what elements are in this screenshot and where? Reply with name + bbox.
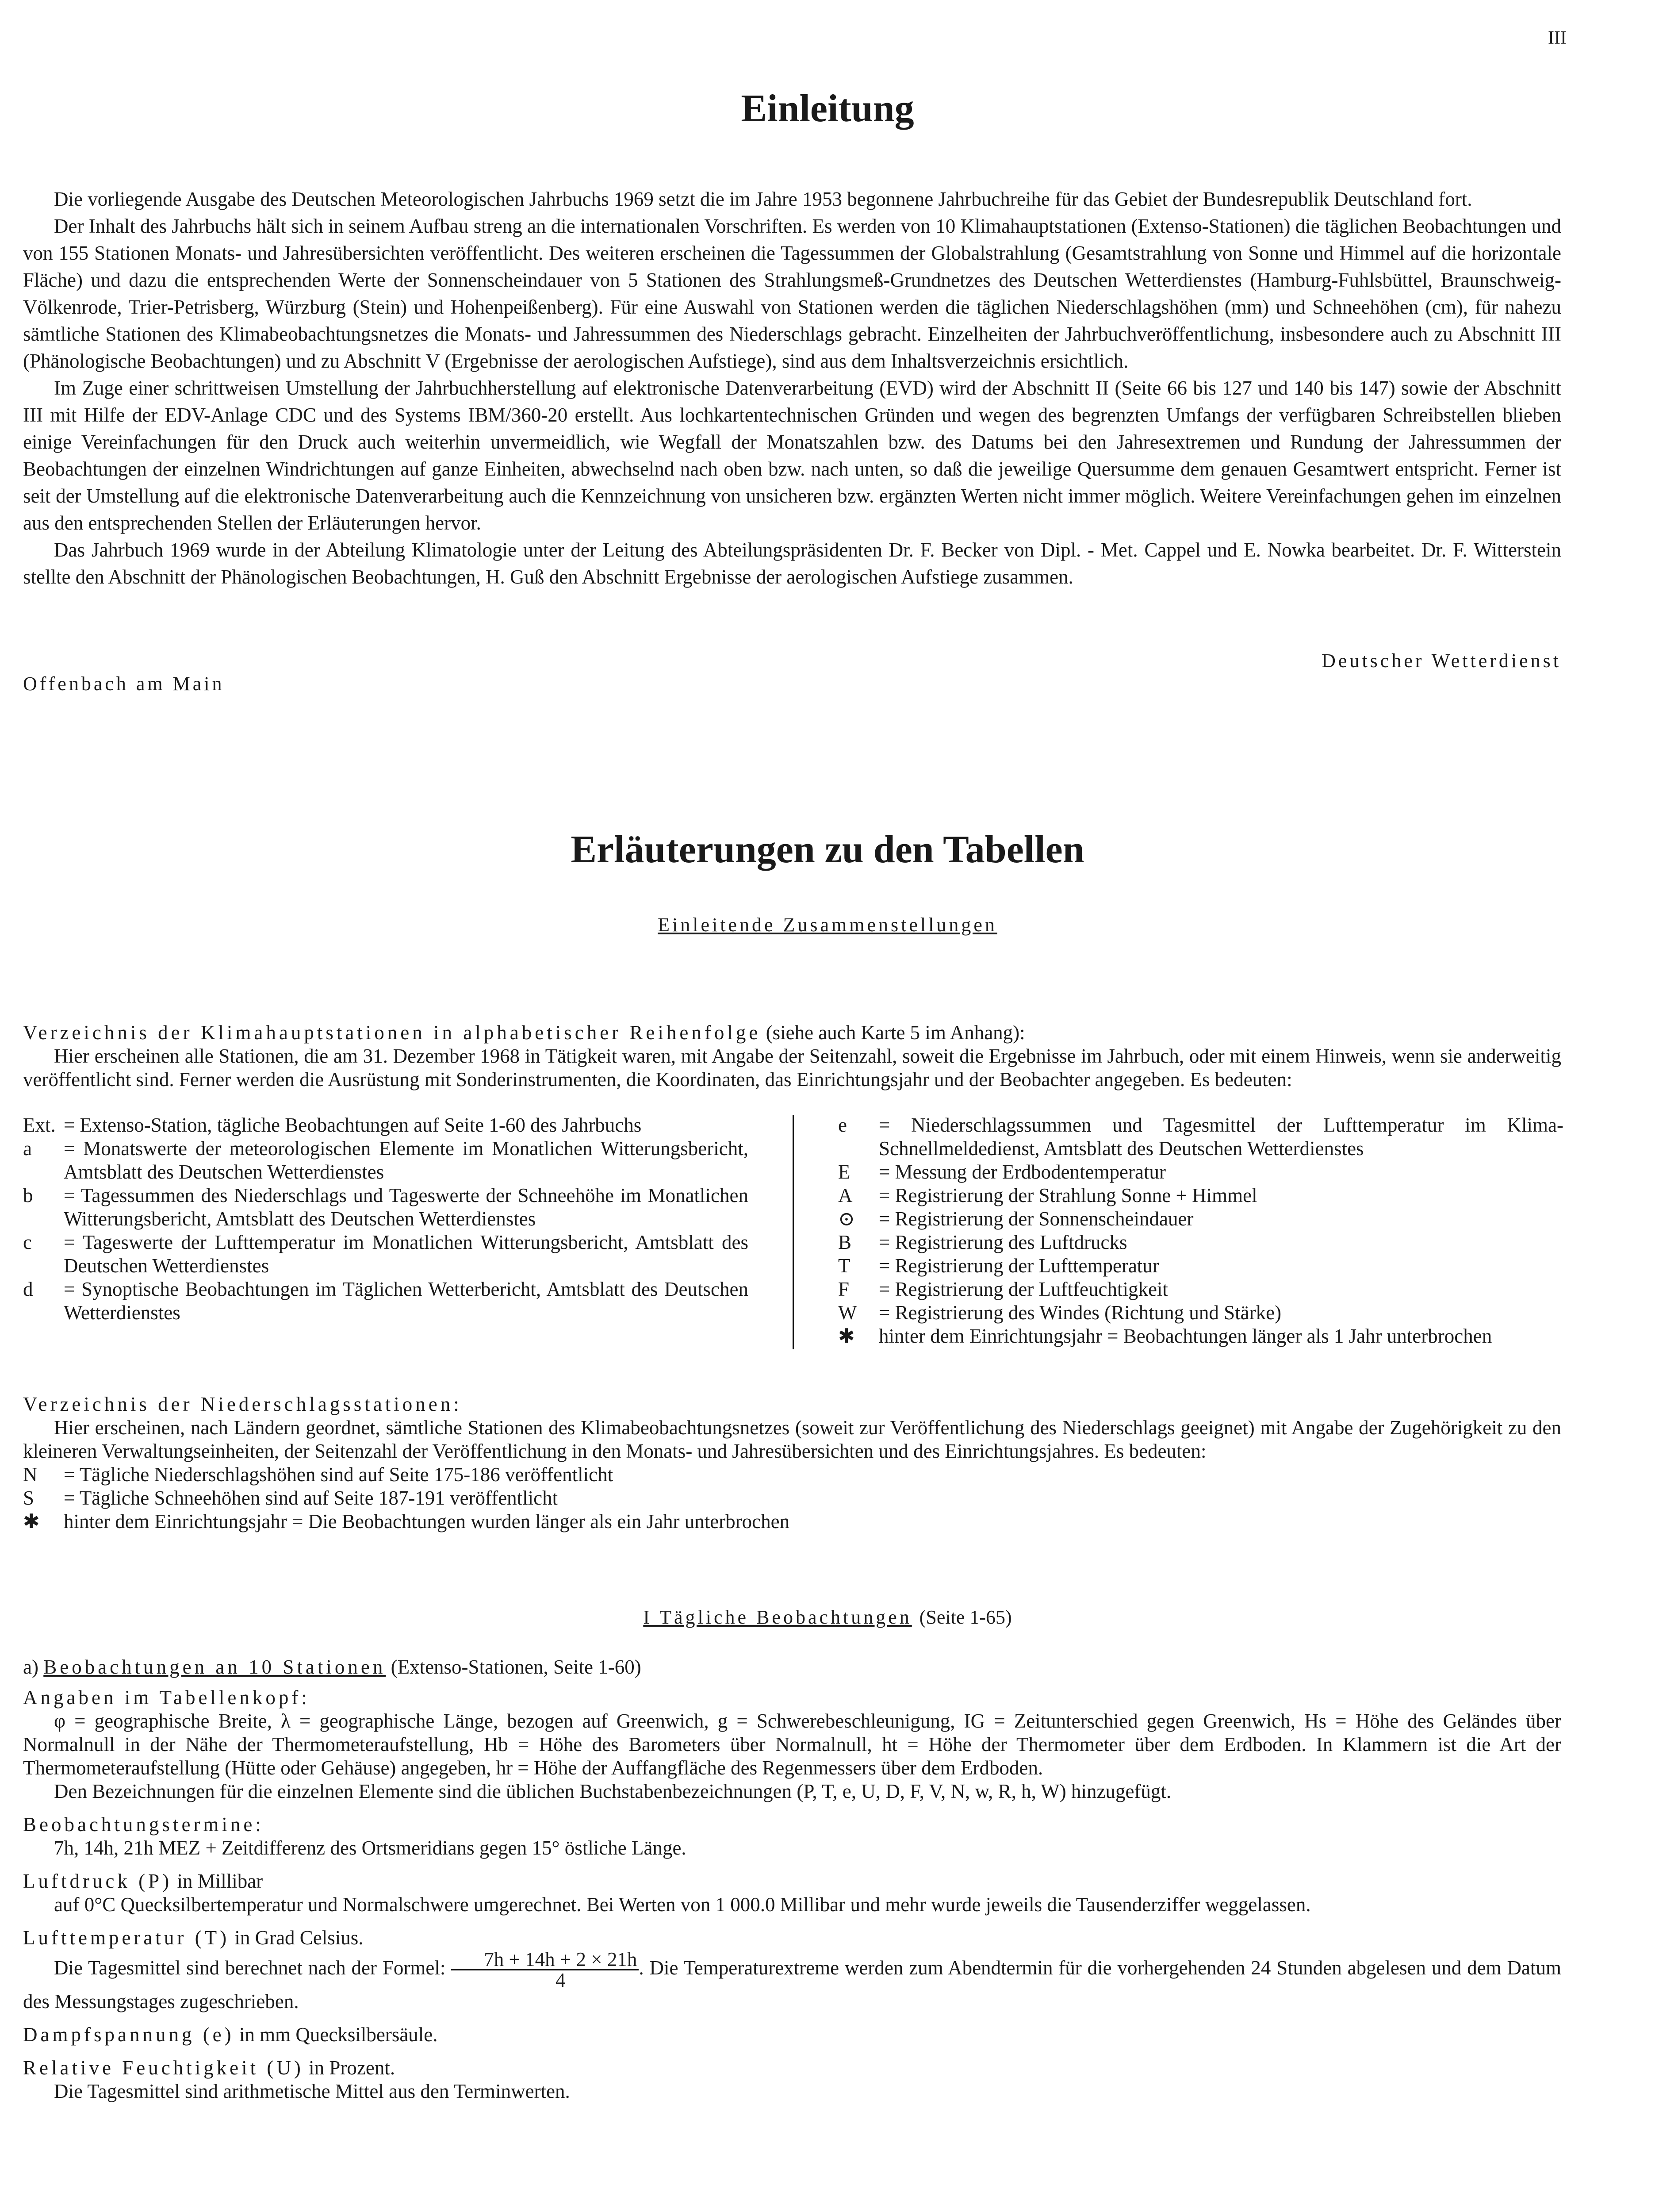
definition-key: Ext. [23, 1114, 56, 1136]
sub-a-label: a) [23, 1656, 38, 1678]
definition-value: = Tagessummen des Niederschlags und Tageswerte der Schneehöhe im Monatlichen Witterungsbericht, Amtsblatt des Deutschen Wetterdienstes [64, 1184, 748, 1230]
definition-key: a [23, 1137, 32, 1160]
intro-paragraph: Im Zuge einer schrittweisen Umstellung der Jahrbuchherstellung auf elektronische Datenverarbeitung (EVD) wird der Abschnitt II (Seite 66 bis 127 und 140 bis 147) sowie der Abschnitt III mit Hilfe der EDV-Anlage CDC und des Systems IBM/360-20 erstellt. Aus lochkartentechnischen Gründen und wegen des begrenzten Umfangs der verfügbaren Schreibstellen blieben einige Vereinfachungen für den Druck auch weiterhin unvermeidlich, wie Wegfall der Monatszahlen bzw. des Datums bei den Jahresextremen und Rundung der Jahressummen der Beobachtungen der einzelnen Windrichtungen auf ganze Einheiten, abwechselnd nach oben bzw. nach unten, so daß die jeweilige Quersumme dem genauen Gesamtwert entspricht. Ferner ist seit der Umstellung auf die elektronische Datenverarbeitung auch die Kennzeichnung von unsicheren bzw. ergänzten Werten nicht immer möglich. Weitere Vereinfachungen gehen im einzelnen aus den entsprechenden Stellen der Erläuterungen hervor. [23, 377, 1561, 534]
definition-key: S [23, 1487, 34, 1509]
definition-item [23, 1137, 748, 1184]
definition-key: B [838, 1231, 852, 1253]
intro-paragraph: Der Inhalt des Jahrbuchs hält sich in seinem Aufbau streng an die internationalen Vorschriften. Es werden von 10 Klimahauptstationen (Extenso-Stationen) die täglichen Beobachtungen und von 155 Stationen Monats- und Jahresübersichten veröffentlicht. Des weiteren erscheinen die Tagessummen der Globalstrahlung (Gesamtstrahlung von Sonne und Himmel auf die horizontale Fläche) und dazu die entsprechenden Werte der Sonnenscheindauer von 5 Stationen des Strahlungsmeß-Grundnetzes des Deutschen Wetterdienstes (Hamburg-Fuhlsbüttel, Braunschweig-Völkenrode, Trier-Petrisberg, Würzburg (Stein) und Hohenpeißenberg). Für eine Auswahl von Stationen werden die täglichen Niederschlagshöhen (mm) und Schneehöhen (cm), für nahezu sämtliche Stationen des Klimabeobachtungsnetzes die Monats- und Jahressummen des Niederschlags gebracht. Einzelheiten der Jahrbuchveröffentlichung, insbesondere auch zu Abschnitt III (Phänologische Beobachtungen) und zu Abschnitt V (Ergebnisse der aerologischen Aufstiege), sind aus dem Inhaltsverzeichnis ersichtlich. [23, 215, 1561, 372]
formula-numerator: 7h + 14h + 2 × 21h [451, 1950, 639, 1970]
section-title: Erläuterungen zu den Tabellen [571, 828, 1084, 871]
intro-paragraph: Das Jahrbuch 1969 wurde in der Abteilung Klimatologie unter der Leitung des Abteilungspräsidenten Dr. F. Becker von Dipl. - Met. Cappel und E. Nowka bearbeitet. Dr. F. Witterstein stellte den Abschnitt der Phänologischen Beobachtungen, H. Guß den Abschnitt Ergebnisse der aerologischen Aufstiege zusammen. [23, 539, 1561, 588]
column-divider [793, 1115, 794, 1349]
angaben-heading: Angaben im Tabellenkopf: [23, 1686, 310, 1709]
definition-value: = Synoptische Beobachtungen im Täglichen Wetterbericht, Amtsblatt des Deutschen Wetterdienstes [64, 1278, 748, 1324]
page-number: III [1548, 28, 1567, 48]
klima-heading-line [23, 1021, 1561, 1045]
lufttemp-text-after: . Die Temperaturextreme werden zum Abendtermin für die vorhergehenden 24 Stunden abgelesen und dem Datum des Messungstages zugeschrieben. [23, 1956, 1562, 2012]
dampf-unit: in mm Quecksilbersäule. [239, 2024, 438, 2046]
definition-key: E [838, 1161, 850, 1183]
lufttemp-line [23, 1926, 1561, 1950]
definition-item [23, 1278, 748, 1325]
termine-heading: Beobachtungstermine: [23, 1813, 264, 1836]
section-subtitle [0, 914, 1655, 936]
luftdruck-text: auf 0°C Quecksilbertemperatur und Normalschwere umgerechnet. Bei Werten von 1 000.0 Millibar und mehr wurde jeweils die Tausenderziffer weggelassen. [54, 1893, 1311, 1916]
definition-value: = Registrierung des Luftdrucks [879, 1231, 1127, 1253]
klima-text: Hier erscheinen alle Stationen, die am 31. Dezember 1968 in Tätigkeit waren, mit Angabe der Seitenzahl, soweit die Ergebnisse im Jahrbuch, oder mit einem Hinweis, wenn sie anderweitig veröffentlicht sind. Ferner werden die Ausrüstung mit Sonderinstrumenten, die Koordinaten, das Einrichtungsjahr und der Beobachter angegeben. Es bedeuten: [23, 1045, 1561, 1091]
nieder-section [23, 1393, 1561, 1533]
klima-definitions-right [838, 1114, 1563, 1348]
lufttemp-text [23, 1950, 1561, 2013]
definition-item [23, 1486, 1561, 1510]
feuchte-line [23, 2056, 1561, 2080]
definition-value: hinter dem Einrichtungsjahr = Beobachtungen länger als 1 Jahr unterbrochen [879, 1325, 1492, 1347]
definition-item [838, 1184, 1563, 1207]
luftdruck-line [23, 1870, 1561, 1893]
definition-item [23, 1231, 748, 1278]
section-1-title: I Tägliche Beobachtungen [643, 1606, 912, 1628]
intro-paragraph: Die vorliegende Ausgabe des Deutschen Meteorologischen Jahrbuchs 1969 setzt die im Jahre 1953 begonnene Jahrbuchreihe für das Gebiet der Bundesrepublik Deutschland fort. [54, 188, 1472, 210]
definition-value: hinter dem Einrichtungsjahr = Die Beobachtungen wurden länger als ein Jahr unterbrochen [64, 1510, 790, 1532]
definition-value: = Registrierung der Strahlung Sonne + Himmel [879, 1184, 1257, 1206]
definition-value: = Niederschlagssummen und Tagesmittel der Lufttemperatur im Klima-Schnellmeldedienst, Amtsblatt des Deutschen Wetterdienstes [879, 1114, 1563, 1160]
definition-item [23, 1463, 1561, 1486]
lufttemp-text-before: Die Tagesmittel sind berechnet nach der Formel: [54, 1956, 446, 1979]
definition-key: e [838, 1114, 847, 1136]
intro-section [23, 186, 1561, 591]
klima-heading-note: (siehe auch Karte 5 im Anhang): [766, 1022, 1025, 1044]
feuchte-unit: in Prozent. [309, 2057, 395, 2079]
definition-item [838, 1278, 1563, 1301]
definition-value: = Registrierung der Sonnenscheindauer [879, 1208, 1194, 1230]
definition-key: A [838, 1184, 853, 1206]
definition-value: = Tageswerte der Lufttemperatur im Monatlichen Witterungsbericht, Amtsblatt des Deutschen Wetterdienstes [64, 1231, 748, 1277]
luftdruck-heading: Luftdruck (P) [23, 1870, 172, 1892]
definition-value: = Registrierung des Windes (Richtung und Stärke) [879, 1302, 1282, 1324]
definition-key: F [838, 1278, 850, 1300]
definition-item [838, 1231, 1563, 1254]
definition-key: N [23, 1463, 38, 1486]
definition-key: T [838, 1255, 850, 1277]
klima-heading: Verzeichnis der Klimahauptstationen in alphabetischer Reihenfolge [23, 1022, 761, 1044]
feuchte-heading: Relative Feuchtigkeit (U) [23, 2057, 304, 2079]
section-1-note: (Seite 1-65) [919, 1606, 1012, 1628]
temperature-formula [451, 1950, 639, 1990]
extenso-section [23, 1655, 1561, 2103]
definition-value: = Monatswerte der meteorologischen Elemente im Monatlichen Witterungsbericht, Amtsblatt des Deutschen Wetterdienstes [64, 1137, 748, 1183]
klima-definitions-left [23, 1114, 748, 1325]
definition-item [23, 1184, 748, 1231]
sub-a-note: (Extenso-Stationen, Seite 1-60) [391, 1656, 641, 1678]
definition-value: = Registrierung der Luftfeuchtigkeit [879, 1278, 1168, 1300]
formula-denominator: 4 [555, 1969, 566, 1991]
definition-value: = Tägliche Niederschlagshöhen sind auf Seite 175-186 veröffentlicht [64, 1463, 613, 1486]
definition-value: = Registrierung der Lufttemperatur [879, 1255, 1159, 1277]
definition-item [838, 1301, 1563, 1325]
definition-item [23, 1114, 748, 1137]
feuchte-text: Die Tagesmittel sind arithmetische Mittel aus den Terminwerten. [54, 2080, 570, 2102]
nieder-heading: Verzeichnis der Niederschlagsstationen: [23, 1393, 462, 1415]
asterisk-icon: ✱ [838, 1325, 855, 1347]
definition-item [23, 1510, 1561, 1533]
angaben-text: φ = geographische Breite, λ = geographische Länge, bezogen auf Greenwich, g = Schwerebeschleunigung, IG = Zeitunterschied gegen Greenwich, Hs = Höhe des Geländes über Normalnull in der Nähe der Thermometeraufstellung, Hb = Höhe des Barometers über Normalnull, ht = Höhe der Thermometer über dem Erdboden. In Klammern ist die Art der Thermometeraufstellung (Hütte oder Gehäuse) angegeben, hr = Höhe der Auffangfläche des Regenmessers über dem Erdboden. [23, 1710, 1561, 1779]
definition-item [838, 1254, 1563, 1278]
subtitle-text: Einleitende Zusammenstellungen [658, 914, 997, 936]
page-title: Einleitung [741, 87, 914, 130]
angaben-text-2: Den Bezeichnungen für die einzelnen Elemente sind die üblichen Buchstabenbezeichnungen (P, T, e, U, D, F, V, N, w, R, h, W) hinzugefügt. [54, 1780, 1172, 1802]
signature-org: Deutscher Wetterdienst [1322, 650, 1561, 672]
signature-place: Offenbach am Main [23, 673, 225, 695]
definition-item [838, 1160, 1563, 1184]
dampf-heading: Dampfspannung (e) [23, 2024, 234, 2046]
definition-key: b [23, 1184, 33, 1206]
sub-a-line [23, 1655, 1561, 1679]
definition-key: d [23, 1278, 33, 1300]
definition-item [838, 1325, 1563, 1348]
lufttemp-heading: Lufttemperatur (T) [23, 1927, 230, 1949]
klima-section [23, 1021, 1561, 1091]
definition-value: = Tägliche Schneehöhen sind auf Seite 187-191 veröffentlicht [64, 1487, 558, 1509]
definition-key: W [838, 1302, 857, 1324]
dampf-line [23, 2023, 1561, 2047]
lufttemp-unit: in Grad Celsius. [234, 1927, 364, 1949]
section-heading-1 [0, 1606, 1655, 1628]
definition-item [838, 1114, 1563, 1160]
sub-a-heading: Beobachtungen an 10 Stationen [43, 1656, 386, 1678]
luftdruck-unit: in Millibar [177, 1870, 263, 1892]
definition-value: = Messung der Erdbodentemperatur [879, 1161, 1166, 1183]
termine-text: 7h, 14h, 21h MEZ + Zeitdifferenz des Ortsmeridians gegen 15° östliche Länge. [54, 1837, 686, 1859]
definition-value: = Extenso-Station, tägliche Beobachtungen auf Seite 1-60 des Jahrbuchs [64, 1114, 642, 1136]
sun-symbol-icon: ⊙ [838, 1208, 855, 1230]
asterisk-icon: ✱ [23, 1510, 40, 1532]
definition-item [838, 1207, 1563, 1231]
definition-key: c [23, 1231, 32, 1253]
nieder-text: Hier erscheinen, nach Ländern geordnet, sämtliche Stationen des Klimabeobachtungsnetzes (soweit zur Veröffentlichung des Niederschlags geeignet) mit Angabe der Zugehörigkeit zu den kleineren Verwaltungseinheiten, der Seitenzahl der Veröffentlichung in den Monats- und Jahresübersichten und des Einrichtungsjahres. Es bedeuten: [23, 1417, 1561, 1462]
